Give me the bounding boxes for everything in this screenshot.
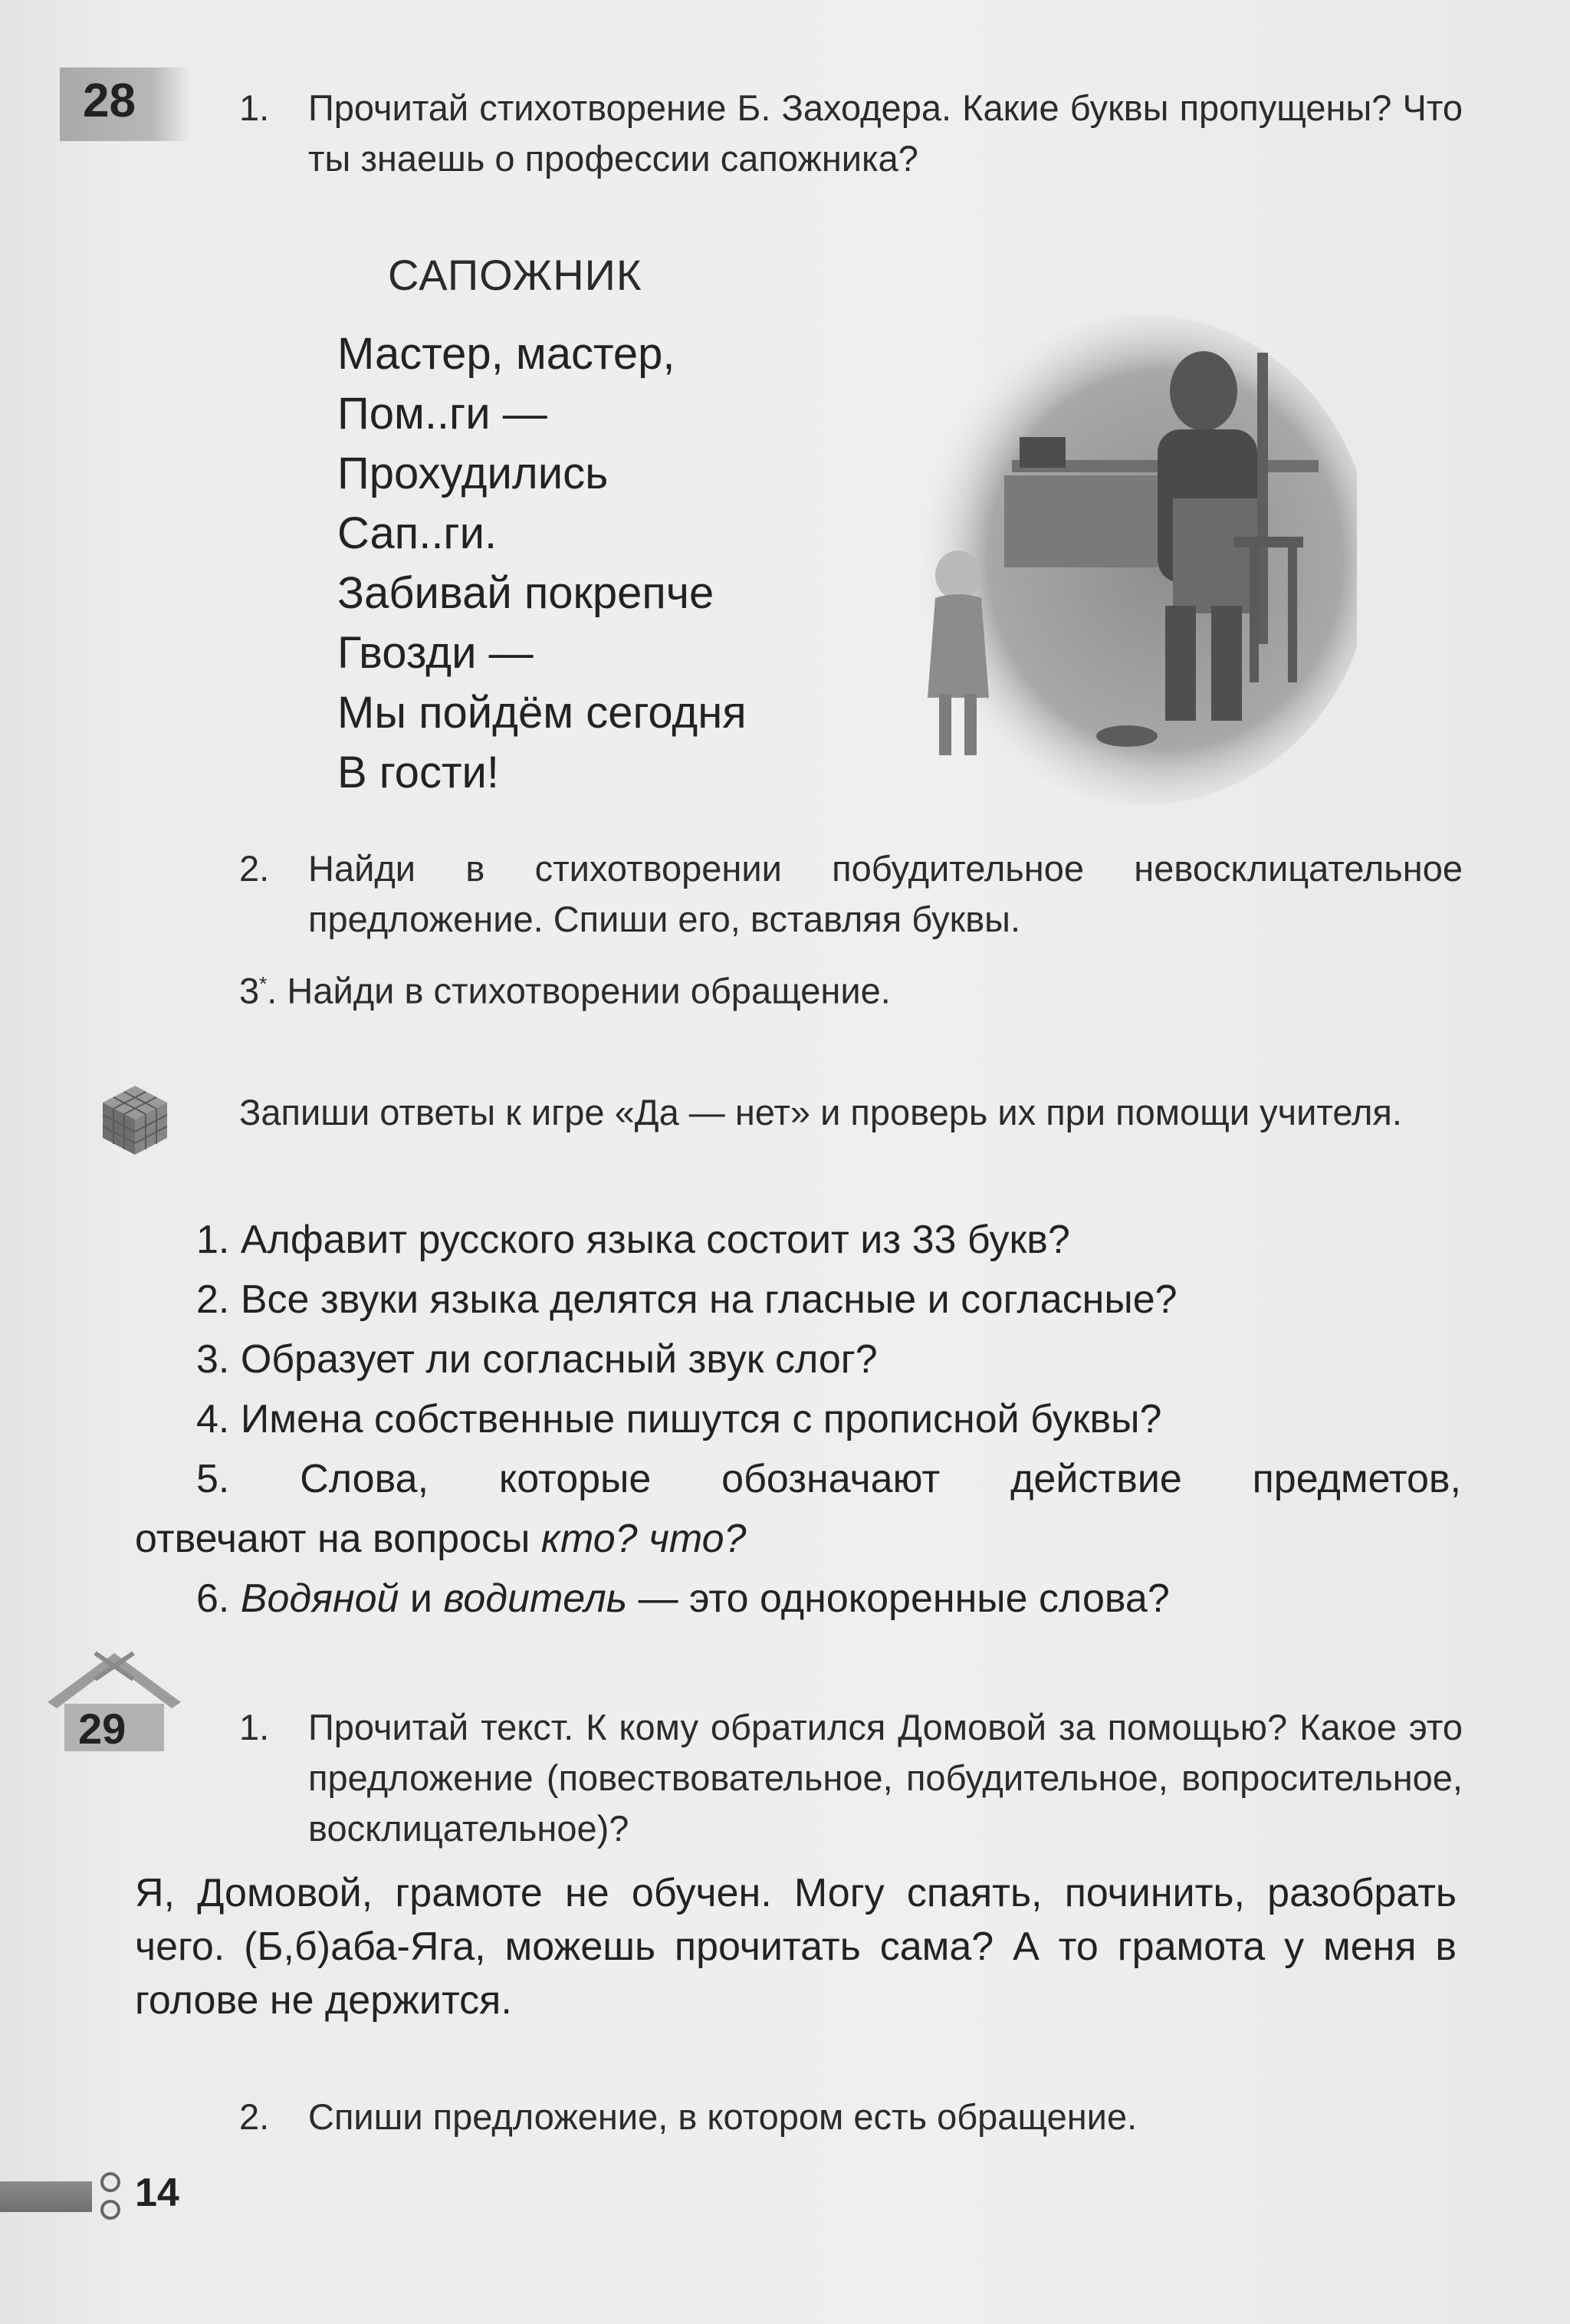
task-text: Прочитай стихотворение Б. Заходера. Какие буквы пропущены? Что ты знаешь о профессии сапожника? <box>308 87 1463 179</box>
game-question: 5. Слова, которые обозначают действие предметов, <box>196 1457 1461 1501</box>
poem-title: САПОЖНИК <box>388 251 642 299</box>
game-question-text: — это однокоренные слова? <box>627 1576 1170 1621</box>
game-question: 4. Имена собственные пишутся с прописной буквы? <box>196 1397 1162 1441</box>
game-question-italic: Водяной <box>240 1576 399 1621</box>
poem-line: Гвозди — <box>337 628 534 678</box>
poem-line: Прохудились <box>337 449 609 498</box>
poem-line: Забивай покрепче <box>337 568 714 618</box>
poem-line: Сап..ги. <box>337 508 498 558</box>
task-number: 1. <box>239 87 270 128</box>
task-text: Спиши предложение, в котором есть обращение. <box>308 2096 1138 2137</box>
exercise-number: 28 <box>83 74 136 127</box>
game-question <box>196 1569 1170 1629</box>
game-question: 3. Образует ли согласный звук слог? <box>196 1337 878 1382</box>
task-number: 2. <box>239 2096 270 2137</box>
exercise-29-text: Я, Домовой, грамоте не обучен. Могу спаять, починить, разобрать чего. (Б,б)аба-Яга, можешь прочитать сама? А то грамота у меня в голове не держится. <box>135 1871 1457 2023</box>
game-question-italic: водитель <box>443 1576 628 1621</box>
game-question-continued <box>135 1509 746 1569</box>
poem-line: Мы пойдём сегодня <box>337 688 747 738</box>
ornament-icon <box>95 2170 126 2224</box>
task-number: 3 <box>239 970 260 1011</box>
game-question-text: отвечают на вопросы <box>135 1517 541 1561</box>
task-29-1 <box>239 1702 1463 1863</box>
task-text: Прочитай текст. К кому обратился Домовой за помощью? Какое это предложение (повествовательное, побудительное, вопросительное, восклицательное)? <box>308 1707 1463 1849</box>
task-28-3 <box>239 958 1463 1012</box>
exercise-number: 29 <box>78 1704 126 1753</box>
task-text: . Найди в стихотворении обращение. <box>267 970 891 1011</box>
page-number: 14 <box>135 2171 179 2215</box>
task-29-2 <box>239 2092 1463 2145</box>
shoemaker-illustration <box>897 307 1357 813</box>
task-star: * <box>259 972 268 995</box>
task-number: 1. <box>239 1707 270 1747</box>
footer-stripe <box>0 2181 92 2212</box>
poem-line: Мастер, мастер, <box>337 329 675 379</box>
poem-line: Пом..ги — <box>337 389 547 439</box>
cube-icon <box>97 1081 173 1158</box>
task-text: Найди в стихотворении побудительное невосклицательное предложение. Спиши его, вставляя буквы. <box>308 848 1463 939</box>
game-question-number: 6. <box>196 1576 241 1621</box>
game-question-text: и <box>399 1576 444 1621</box>
game-question-italic: кто? что? <box>540 1517 747 1561</box>
exercise-28-badge <box>60 67 190 141</box>
game-intro <box>239 1087 1463 1195</box>
poem-line: В гости! <box>337 748 500 797</box>
task-28-2 <box>239 843 1463 951</box>
game-question: 1. Алфавит русского языка состоит из 33 букв? <box>196 1218 1070 1262</box>
game-intro-text: Запиши ответы к игре «Да — нет» и проверь их при помощи учителя. <box>239 1092 1402 1132</box>
task-28-1 <box>239 83 1463 190</box>
game-question: 2. Все звуки языка делятся на гласные и согласные? <box>196 1277 1178 1322</box>
task-number: 2. <box>239 848 270 889</box>
